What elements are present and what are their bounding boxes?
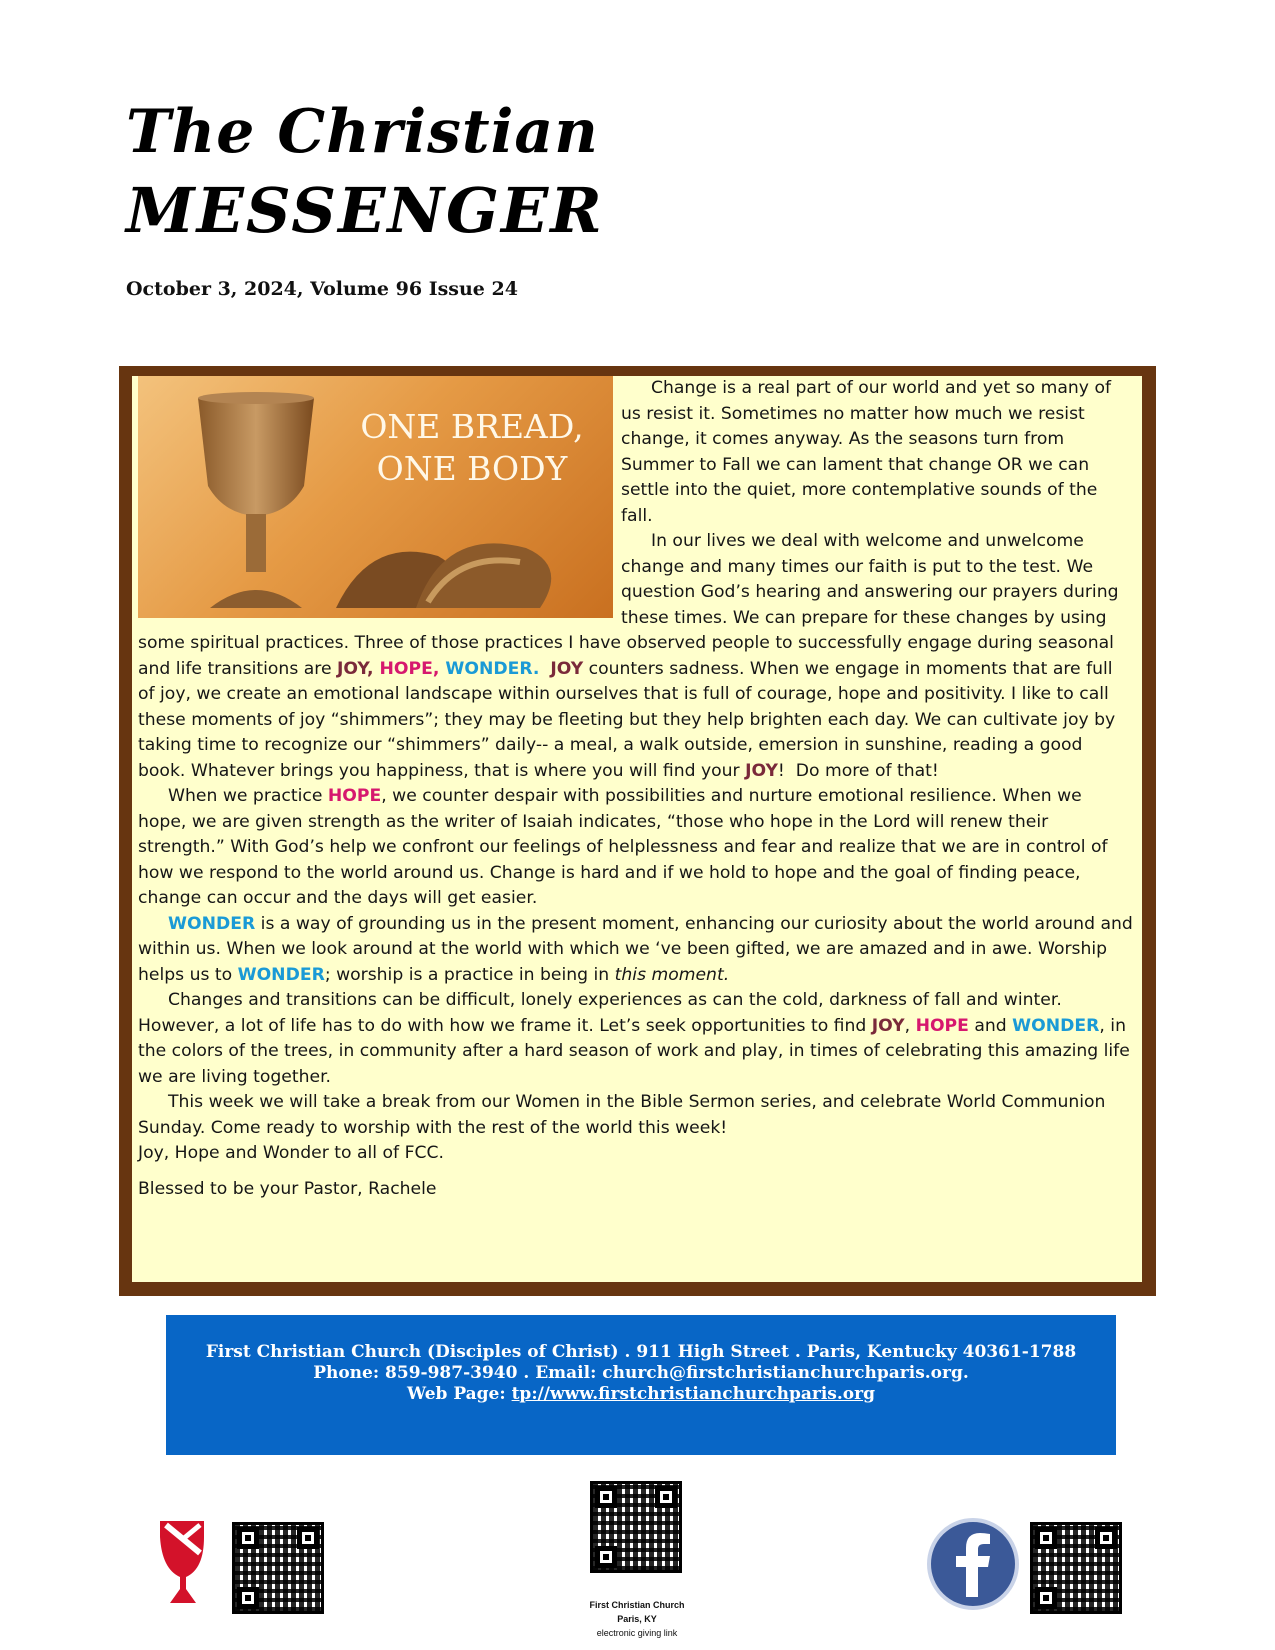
qr-code-facebook[interactable]: [1030, 1522, 1122, 1614]
keyword-hope: HOPE: [915, 1015, 969, 1036]
keyword-hope: HOPE: [327, 786, 382, 806]
qr-code-left[interactable]: [232, 1522, 324, 1614]
issue-dateline: October 3, 2024, Volume 96 Issue 24: [126, 278, 518, 300]
article-frame: [119, 366, 1156, 1296]
qr-code-giving[interactable]: [590, 1481, 682, 1573]
chalice-bread-image: [138, 376, 613, 618]
article-paragraph-7: Joy, Hope and Wonder to all of FCC.: [138, 1143, 444, 1163]
disciples-chalice-logo-icon: [158, 1517, 208, 1605]
keyword-wonder: WONDER: [237, 964, 325, 985]
masthead: [126, 96, 604, 248]
keyword-hope: HOPE: [379, 658, 433, 679]
article-paragraph-1: Change is a real part of our world and yet so many of us resist it. Sometimes no matter how much we resist change, it comes anyway. As the seasons turn from Summer to Fall we can lament that change OR we can settle into the quiet, more contemplative sounds of the fall.: [621, 378, 1112, 526]
article-paragraph-4: WONDER is a way of grounding us in the present moment, enhancing our curiosity about the world around and within us. When we look around at the world with which we ‘ve been gifted, we are amazed and in awe. Worship helps us to WONDER; worship is a practice in being in this moment.: [138, 913, 1133, 985]
keyword-joy: JOY: [745, 760, 778, 781]
keyword-joy: JOY: [871, 1015, 905, 1036]
article-paragraph-5: Changes and transitions can be difficult, lonely experiences as can the cold, darkness of fall and winter. However, a lot of life has to do with how we frame it. Let’s seek opportunities to find JOY, HOPE and WONDER, in the colors of the trees, in community after a hard season of work and play, in times of celebrating this amazing life we are living together.: [138, 990, 1130, 1087]
church-address: First Christian Church (Disciples of Christ) . 911 High Street . Paris, Kentucky 40361-1788: [205, 1342, 1077, 1362]
keyword-joy: JOY: [337, 658, 367, 679]
facebook-icon[interactable]: [926, 1517, 1020, 1611]
church-web: Web Page: tp://www.firstchristianchurchparis.org: [407, 1384, 875, 1404]
keyword-joy: JOY: [550, 658, 584, 679]
church-web-link[interactable]: tp://www.firstchristianchurchparis.org: [511, 1384, 875, 1404]
giving-qr-caption: First Christian Church Paris, KY electronic giving link: [589, 1600, 685, 1638]
hero-caption: ONE BREAD, ONE BODY: [360, 407, 584, 488]
church-phone-email: Phone: 859-987-3940 . Email: church@firstchristianchurchparis.org.: [313, 1363, 969, 1383]
article-paragraph-2: In our lives we deal with welcome and unwelcome change and many times our faith is put to the test. We question God’s hearing and answering our prayers during these times. We can prepare for these changes by using some spiritual practices. Three of those practices I have observed people to successfully engage during seasonal and life transitions are JOY, HOPE, WONDER. JOY counters sadness. When we engage in moments that are full of joy, we create an emotional landscape within ourselves that is full of courage, hope and positivity. I like to call these moments of joy “shimmers”; they may be fleeting but they help brighten each day. We can cultivate joy by taking time to recognize our “shimmers” daily-- a meal, a walk outside, emersion in sunshine, reading a good book. Whatever brings you happiness, that is where you will find your JOY! Do more of that!: [138, 531, 1119, 781]
church-contact-bar: [166, 1315, 1116, 1455]
article-paragraph-6: This week we will take a break from our Women in the Bible Sermon series, and celebrate World Communion Sunday. Come ready to worship with the rest of the world this week!: [138, 1092, 1106, 1138]
keyword-wonder: WONDER: [168, 913, 256, 934]
keyword-wonder: WONDER: [445, 658, 533, 679]
article-paragraph-3: When we practice HOPE, we counter despair with possibilities and nurture emotional resilience. When we hope, we are given strength as the writer of Isaiah indicates, “those who hope in the Lord will renew their strength.” With God’s help we confront our feelings of helplessness and fear and realize that we are in control of how we respond to the world around us. Change is hard and if we hold to hope and the goal of finding peace, change can occur and the days will get easier.: [138, 786, 1108, 908]
pastor-signature: Blessed to be your Pastor, Rachele: [138, 1178, 437, 1199]
article-body: [132, 376, 1142, 1202]
newsletter-title-line2: MESSENGER: [126, 174, 604, 247]
article-panel: [132, 376, 1142, 1282]
keyword-wonder: WONDER: [1012, 1015, 1100, 1036]
newsletter-title-line1: The Christian: [126, 97, 599, 167]
